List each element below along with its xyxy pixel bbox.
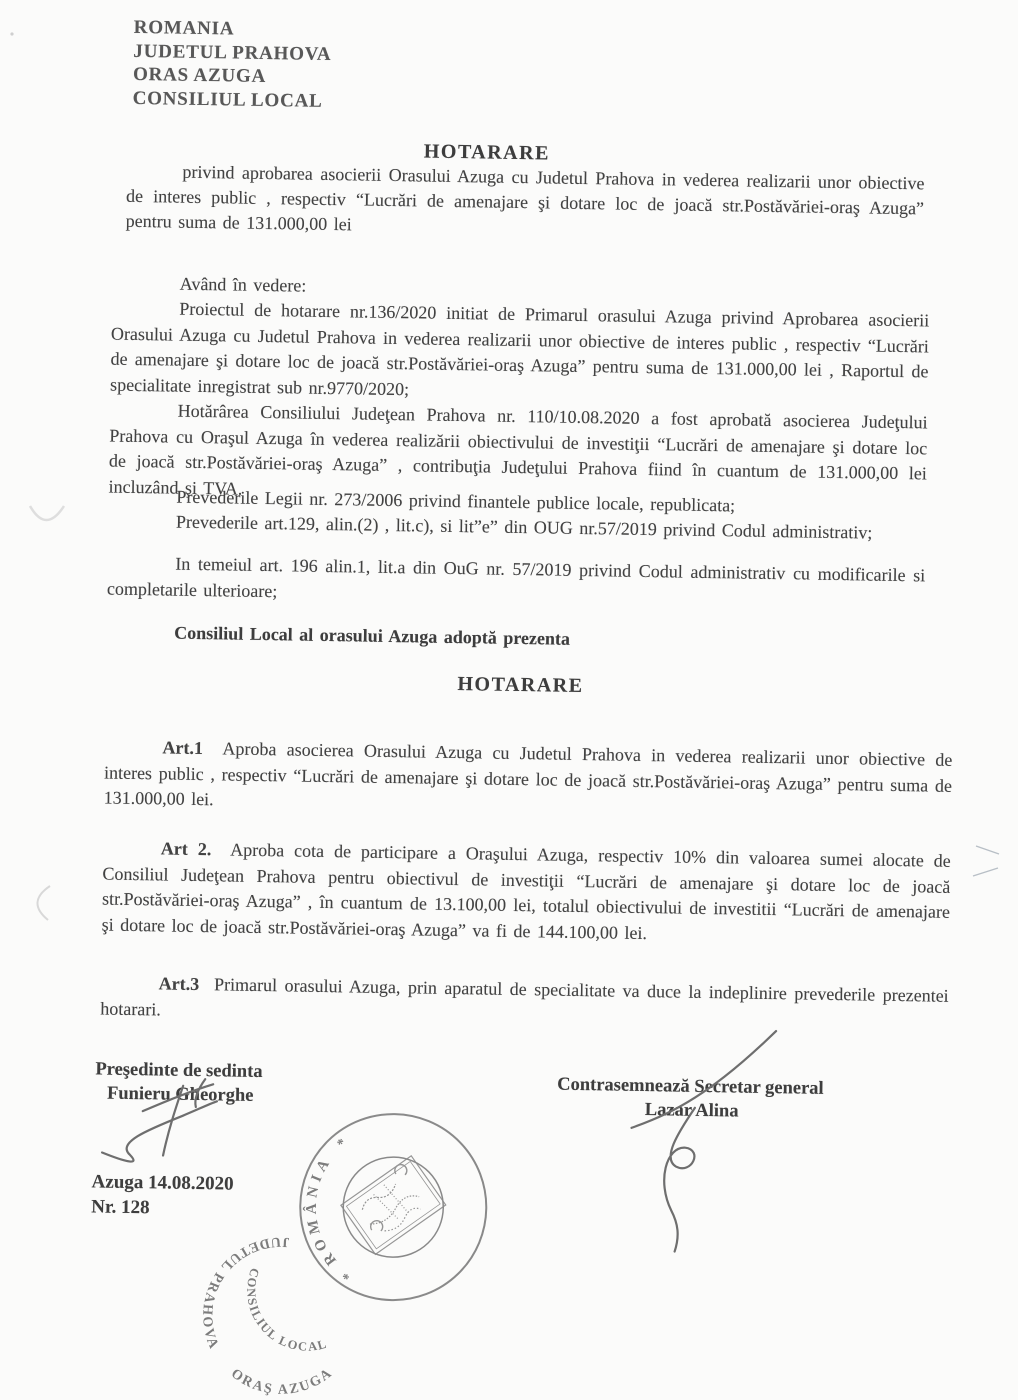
recital-county-decision: Hotărârea Consiliului Judeţean Prahova nr. 110/10.08.2020 a fost aprobată asocierea Judeţului Prahova cu Oraşul Azuga în vederea realizării obiectivului de investiţii “Lucrări de amenajare şi dotare loc de joacă str.Postăvăriei-oraş Azuga” , contribuţia Judeţului Prahova fiind în cuantum de 131.000,00 lei incluzând şi TVA. bbox=[108, 400, 928, 499]
article-3-text: Primarul orasului Azuga, prin aparatul de specialitate va duce la indeplinire prevederile prezentei hotarari. bbox=[100, 974, 949, 1019]
article-1-text: Aproba asocierea Orasului Azuga cu Judetul Prahova in vederea realizarii unor obiective de interes public , respectiv “Lucrări de amenajare şi dotare loc de joacă str.Postăvăriei-oraş Azuga” pentru suma de 131.000,00 lei. bbox=[103, 738, 953, 810]
decision-title: HOTARARE bbox=[423, 140, 551, 165]
article-3-label: Art.3 bbox=[158, 973, 200, 995]
stamp-country-text: ROMÂNIA bbox=[303, 1152, 340, 1269]
issue-place-date: Azuga 14.08.2020 bbox=[91, 1171, 234, 1195]
countersign-name: Lazar Alina bbox=[644, 1100, 739, 1122]
stamp-county-text: JUDETUL PRAHOVA bbox=[198, 1233, 290, 1353]
having-regard-heading: Având în vedere: bbox=[179, 273, 307, 296]
scan-speck bbox=[10, 32, 13, 35]
legal-basis-paragraph: In temeiul art. 196 alin.1, lit.a din OuG nr. 57/2019 privind Codul administrativ cu modificarile si completarile ulterioare; bbox=[106, 553, 926, 601]
adoption-clause: Consiliul Local al orasului Azuga adoptă prezenta bbox=[174, 622, 571, 649]
recital-oug-57: Prevederile art.129, alin.(2) , lit.c), si lit”e” din OUG nr.57/2019 privind Codul administrativ; bbox=[175, 511, 873, 543]
letterhead-line-council: CONSILIUL LOCAL bbox=[132, 87, 323, 112]
letterhead-line-town: ORAS AZUGA bbox=[132, 63, 267, 87]
hole-punch-mark-lower bbox=[37, 886, 50, 920]
letterhead-line-country: ROMANIA bbox=[133, 16, 235, 40]
president-role: Preşedinte de sedinta bbox=[95, 1059, 263, 1083]
letterhead-line-county: JUDETUL PRAHOVA bbox=[133, 40, 332, 65]
countersign-role: Contrasemnează Secretar general bbox=[557, 1074, 824, 1099]
recital-law-273: Prevederile Legii nr. 273/2006 privind finantele publice locale, republicata; bbox=[176, 486, 736, 516]
article-2-text: Aproba cota de participare a Oraşului Azuga, respectiv 10% din valoarea sumei alocate de Consiliul Judeţean Prahova pentru obiectivul de investiţii “Lucrări de amenajare şi dotare loc de joacă str.Postăvăriei-oraş Azuga” , în cuantum de 13.100,00 lei, totalul obiectivului de investitii “Lucrări de amenajare şi dotare loc de joacă str.Postăvăriei-oraş Azuga” va fi de 144.100,00 lei. bbox=[101, 839, 951, 943]
stamp-council-text: CONSILIUL LOCAL bbox=[243, 1266, 330, 1354]
article-2-label: Art 2. bbox=[160, 838, 212, 860]
hole-punch-mark-upper bbox=[30, 506, 64, 520]
stamp-town-text: ORAŞ AZUGA bbox=[228, 1365, 336, 1398]
stamp-star-top: * bbox=[334, 1136, 350, 1153]
pencil-mark bbox=[973, 846, 999, 876]
recital-project: Proiectul de hotarare nr.136/2020 initiat de Primarul orasului Azuga privind Aprobarea asocierii Orasului Azuga cu Judetul Prahova in vederea realizarii unor obiective de interes public , respectiv “Lucrări de amenajare şi dotare loc de joacă str.Postăvăriei-oraş Azuga” pentru suma de 131.000,00 lei , Raportul de specialitate inregistrat sub nr.9770/2020; bbox=[110, 298, 930, 399]
stamp-star-bottom: * bbox=[340, 1265, 355, 1283]
decision-body-title: HOTARARE bbox=[457, 673, 584, 698]
president-name: Funieru Gheorghe bbox=[106, 1083, 254, 1106]
article-1-label: Art.1 bbox=[162, 737, 204, 759]
issue-number: Nr. 128 bbox=[91, 1196, 150, 1219]
decision-subtitle: privind aprobarea asocierii Orasului Azuga cu Judetul Prahova in vederea realizarii unor obiective de interes public , respectiv “Lucrări de amenajare şi dotare loc de joacă str.Postăvăriei-oraş Azuga” pentru suma de 131.000,00 lei bbox=[125, 161, 925, 235]
